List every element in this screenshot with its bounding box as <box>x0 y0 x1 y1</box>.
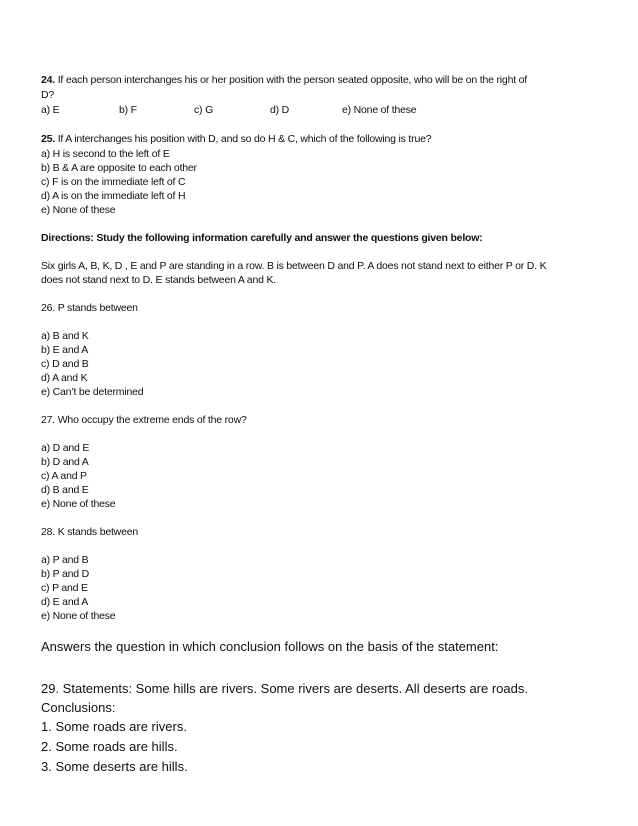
q26-option-a: a) B and K <box>41 330 89 342</box>
q24-option-a: a) E <box>41 104 60 116</box>
q25-option-d: d) A is on the immediate left of H <box>41 190 186 202</box>
q25-option-c: c) F is on the immediate left of C <box>41 176 186 188</box>
q26-option-e: e) Can’t be determined <box>41 386 144 398</box>
q27-question: 27. Who occupy the extreme ends of the row? <box>41 414 247 426</box>
q28-option-d: d) E and A <box>41 596 89 608</box>
q24-options <box>41 104 416 116</box>
q24-option-e: e) None of these <box>342 104 417 116</box>
q24-text-line2: D? <box>41 89 55 101</box>
q24-option-d: d) D <box>270 104 290 116</box>
q27-option-b: b) D and A <box>41 456 89 468</box>
q25-question: If A interchanges his position with D, and so do H & C, which of the following is true? <box>55 133 432 145</box>
q25-option-b: b) B & A are opposite to each other <box>41 162 197 174</box>
q29-conclusion-1: 1. Some roads are rivers. <box>41 719 187 734</box>
q28-option-e: e) None of these <box>41 610 116 622</box>
conclusion-heading: Answers the question in which conclusion follows on the basis of the statement: <box>41 639 499 654</box>
passage-line2: does not stand next to D. E stands between A and K. <box>41 274 276 286</box>
q24-option-c: c) G <box>194 104 214 116</box>
q25-number: 25. <box>41 133 55 145</box>
q29-conclusions-label: Conclusions: <box>41 700 116 715</box>
q27-option-e: e) None of these <box>41 498 116 510</box>
q27-option-c: c) A and P <box>41 470 87 482</box>
q24-text-line1 <box>41 74 527 86</box>
q29-conclusion-3: 3. Some deserts are hills. <box>41 759 188 774</box>
q28-option-b: b) P and D <box>41 568 90 580</box>
q28-option-c: c) P and E <box>41 582 88 594</box>
q25-option-a: a) H is second to the left of E <box>41 148 170 160</box>
passage-line1: Six girls A, B, K, D , E and P are standing in a row. B is between D and P. A does not stand next to either P or D. K <box>41 260 547 272</box>
q29-conclusion-2: 2. Some roads are hills. <box>41 739 178 754</box>
q28-question: 28. K stands between <box>41 526 138 538</box>
q25-option-e: e) None of these <box>41 204 116 216</box>
directions-heading: Directions: Study the following information carefully and answer the questions given below: <box>41 232 483 244</box>
q26-option-b: b) E and A <box>41 344 89 356</box>
q26-option-c: c) D and B <box>41 358 89 370</box>
q27-option-a: a) D and E <box>41 442 90 454</box>
q24-number: 24. <box>41 74 55 86</box>
q24-text: If each person interchanges his or her position with the person seated opposite, who will be on the right of <box>55 74 527 86</box>
q26-question: 26. P stands between <box>41 302 138 314</box>
q24-option-b: b) F <box>119 104 137 116</box>
q26-option-d: d) A and K <box>41 372 88 384</box>
q28-option-a: a) P and B <box>41 554 89 566</box>
q29-statement: 29. Statements: Some hills are rivers. Some rivers are deserts. All deserts are roads. <box>41 681 528 696</box>
q27-option-d: d) B and E <box>41 484 89 496</box>
q25-text <box>41 133 431 145</box>
